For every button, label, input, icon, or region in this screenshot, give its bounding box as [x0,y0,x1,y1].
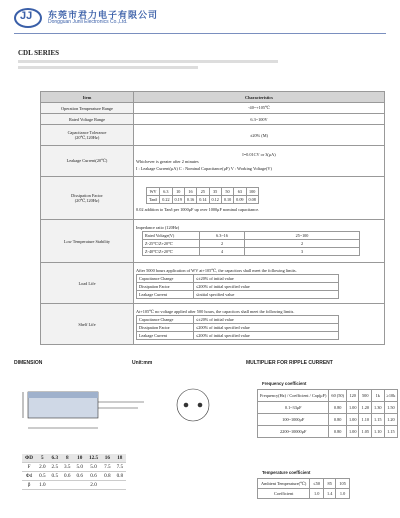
freq-value-cell: 1.10 [359,414,372,426]
dimension-table [22,454,126,490]
freq-head-cell: 1k [372,390,385,402]
df-table [146,187,259,204]
company-logo [14,8,42,28]
lts-label: Low Temperature Stability [41,220,134,263]
load-row-name: Dissipation Factor [137,282,194,290]
shelf-row-name: Capacitance Change [137,315,194,323]
temp-head-cell: Ambient Temperature(℃) [258,479,310,489]
leakage-cell [134,146,385,177]
temp-coefficient-table [257,478,350,499]
freq-value-cell: 1.00 [346,414,359,426]
load-life-cell [134,263,385,304]
freq-coefficient-label: Frequency coefficient [262,381,307,386]
spec-table [40,91,385,345]
table-row [137,290,339,298]
freq-value-cell: 1.30 [372,402,385,414]
lts-title: Impedance ratio (120Hz) [136,225,180,230]
table-row [258,426,398,438]
df-wv-row [147,187,259,195]
freq-head-cell: 500 [359,390,372,402]
df-cell [134,177,385,220]
dim-head-row [22,454,126,463]
df-value-cell: 0.16 [184,195,196,203]
shelf-row-name: Dissipation Factor [137,323,194,331]
df-label: Dissipation Factor [71,192,103,198]
capacitor-drawing [18,372,238,450]
dim-cell: 0.8 [101,472,113,481]
dim-head-cell: 6.3 [49,454,61,463]
freq-value-cell: 1.15 [384,426,398,438]
leakage-label: Leakage Current(20℃) [41,146,134,177]
cap-tolerance-cond: (20℃,120Hz) [74,134,100,140]
logo-text: JJ [20,10,33,22]
series-title: CDL SERIES [18,49,60,57]
shelf-row-name: Leakage Current [137,331,194,339]
temp-head-cell: 85 [324,479,336,489]
dim-cell: 2.0 [36,463,48,472]
lts-row2-label: Z-40℃/Z+20℃ [143,248,200,256]
freq-value-cell: 1.15 [372,414,385,426]
table-row [258,402,398,414]
table-row [137,274,339,282]
dim-cell: 7.5 [114,463,126,472]
feature-line [18,60,278,63]
df-voltage-cell: 6.3 [160,187,172,195]
freq-head-cell: Frequency(Hz) / Coefficient / Cap(μF) [258,390,329,402]
freq-head-cell: 120 [346,390,359,402]
df-voltage-cell: 16 [184,187,196,195]
lead-hole [184,403,188,407]
lts-rv-value: 25~100 [245,232,360,240]
temp-head-cell: 105 [336,479,349,489]
dim-cell: 2.5 [49,463,61,472]
dim-cell: 1.0 [36,481,48,490]
dim-cell [114,481,126,490]
df-tan-label: Tanδ [147,195,160,203]
df-value-cell: 0.10 [221,195,233,203]
dimension-title: DIMENSION [14,360,43,366]
temp-head-row [258,479,350,489]
feature-line [18,66,198,69]
freq-head-cell: ≥10k [384,390,398,402]
lead-hole [198,403,202,407]
dim-row-label: β [22,481,36,490]
df-value-cell: 0.22 [160,195,172,203]
shelf-life-cell [134,304,385,345]
dim-cell: 5.0 [86,463,101,472]
dim-cell: 0.6 [74,472,86,481]
dim-row-label: Φd [22,472,36,481]
df-voltage-cell: 35 [209,187,221,195]
lts-row1-value: 2 [245,240,360,248]
freq-value-cell: 0.80 [329,414,347,426]
df-voltage-cell: 25 [197,187,209,195]
table-row [22,472,126,481]
table-row [258,489,350,499]
dim-head-cell: 5 [36,454,48,463]
temp-value-cell: 1.0 [336,489,349,499]
lts-rv-value: 6.3~16 [200,232,245,240]
freq-value-cell: 1.00 [346,402,359,414]
ripple-title: MULTIPLIER FOR RIPPLE CURRENT [246,360,333,366]
dim-head-cell: 16 [101,454,113,463]
spec-head-characteristics: Characteristics [134,92,385,103]
df-cond: (20℃,120Hz) [74,197,100,203]
load-row-value: ≤±20% of initial value [194,274,339,282]
dimension-units: Unit:mm [132,360,153,366]
dim-cell: 7.5 [101,463,113,472]
dim-cell: 5.0 [74,463,86,472]
lts-rv-label: Rated Voltage(V) [143,232,200,240]
shelf-row-value: ≤200% of initial specified value [194,323,339,331]
table-row [22,481,126,490]
cap-tolerance-label [41,125,134,146]
lts-row1-label: Z-25℃/Z+20℃ [143,240,200,248]
leakage-note: Whichever is greater after 2 minutes [136,158,199,164]
table-row [137,282,339,290]
freq-cap-cell: 2200~10000μF [258,426,329,438]
freq-head-row [258,390,398,402]
df-voltage-cell: 10 [172,187,184,195]
load-row-name: Capacitance Change [137,274,194,282]
freq-cap-cell: 0.1~33μF [258,402,329,414]
dim-cell [61,481,73,490]
freq-value-cell: 0.80 [329,402,347,414]
freq-coefficient-table [257,389,398,438]
freq-value-cell: 1.00 [346,426,359,438]
df-voltage-cell: 100 [246,187,258,195]
rated-voltage-value: 6.3~100V [134,114,385,125]
df-wv-label: WV [147,187,160,195]
freq-value-cell: 1.20 [359,402,372,414]
freq-value-cell: 1.50 [384,402,398,414]
leakage-formula: I=0.01CV or 3(μA) [242,151,276,157]
freq-value-cell: 1.20 [384,414,398,426]
dim-row-label: F [22,463,36,472]
lts-row1-value: 2 [200,240,245,248]
dim-cell [49,481,61,490]
table-row [258,414,398,426]
spec-head-item: Item [41,92,134,103]
lts-row2-value: 4 [200,248,245,256]
df-voltage-cell: 63 [234,187,246,195]
lts-table [142,231,360,256]
table-row [137,323,339,331]
rated-voltage-label: Rated Voltage Range [41,114,134,125]
freq-head-cell: 60 (50) [329,390,347,402]
dim-cell: 0.6 [86,472,101,481]
df-value-cell: 0.12 [209,195,221,203]
company-name-cn: 东莞市君力电子有限公司 [48,10,159,20]
temp-head-cell: ≤50 [310,479,324,489]
df-tan-row [147,195,259,203]
load-row-name: Leakage Current [137,290,194,298]
load-row-value: ≤initial specified value [194,290,339,298]
temp-coefficient-label: Temperature coefficient [262,470,311,475]
table-row [137,315,339,323]
dim-head-cell: 12.5 [86,454,101,463]
shelf-life-label: Shelf Life [41,304,134,345]
freq-value-cell: 1.05 [359,426,372,438]
operation-temp-label: Operation Temperature Range [41,103,134,114]
cap-tolerance-title: Capacitance Tolerance [67,129,107,135]
df-value-cell: 0.08 [246,195,258,203]
shelf-row-value: ≤200% of initial specified value [194,331,339,339]
lts-cell [134,220,385,263]
shelf-row-value: ≤±20% of initial value [194,315,339,323]
load-row-value: ≤200% of initial specified value [194,282,339,290]
load-life-note: After 5000 hours application of WV at+105℃, the capacitors shall meet the following limits. [136,267,297,273]
dim-cell: 0.5 [49,472,61,481]
header-divider [14,33,386,34]
load-life-label: Load Life [41,263,134,304]
capacitor-top-view [177,389,209,421]
load-life-table [136,274,339,299]
table-row [137,331,339,339]
table-row [22,463,126,472]
df-value-cell: 0.09 [234,195,246,203]
df-note: 0.02 addition to Tanδ per 1000μF up over 1000μF nominal capacitance. [136,206,260,212]
df-voltage-cell: 50 [221,187,233,195]
dim-cell [74,481,86,490]
dim-cell: 0.6 [61,472,73,481]
temp-value-cell: Coefficient [258,489,310,499]
df-value-cell: 0.19 [172,195,184,203]
dim-head-cell: 8 [61,454,73,463]
df-label-cell [41,177,134,220]
dim-head-cell: 18 [114,454,126,463]
shelf-life-note: At+105℃ no voltage applied after 500 hours, the capacitors shall meet the following limits. [136,308,295,314]
freq-cap-cell: 100~1000μF [258,414,329,426]
capacitor-sleeve-band [28,392,98,398]
cap-tolerance-value: ±20% (M) [134,125,385,146]
dim-head-label: ΦD [22,454,36,463]
leakage-legend: I : Leakage Current(μA) C : Nominal Capacitance(μF) V : Working Voltage(V) [136,165,272,171]
temp-value-cell: 1.0 [310,489,324,499]
dim-cell [101,481,113,490]
operation-temp-value: -40~+105℃ [134,103,385,114]
dim-cell: 0.8 [114,472,126,481]
shelf-life-table [136,315,339,340]
dim-cell: 0.5 [36,472,48,481]
temp-value-cell: 1.4 [324,489,336,499]
dim-head-cell: 10 [74,454,86,463]
freq-value-cell: 0.80 [329,426,347,438]
dim-cell: 3.5 [61,463,73,472]
df-value-cell: 0.14 [197,195,209,203]
dim-cell: 2.0 [86,481,101,490]
freq-value-cell: 1.10 [372,426,385,438]
lts-row2-value: 3 [245,248,360,256]
company-name-en: Dongguan Junli Electronics Co.,Ltd. [48,19,128,25]
